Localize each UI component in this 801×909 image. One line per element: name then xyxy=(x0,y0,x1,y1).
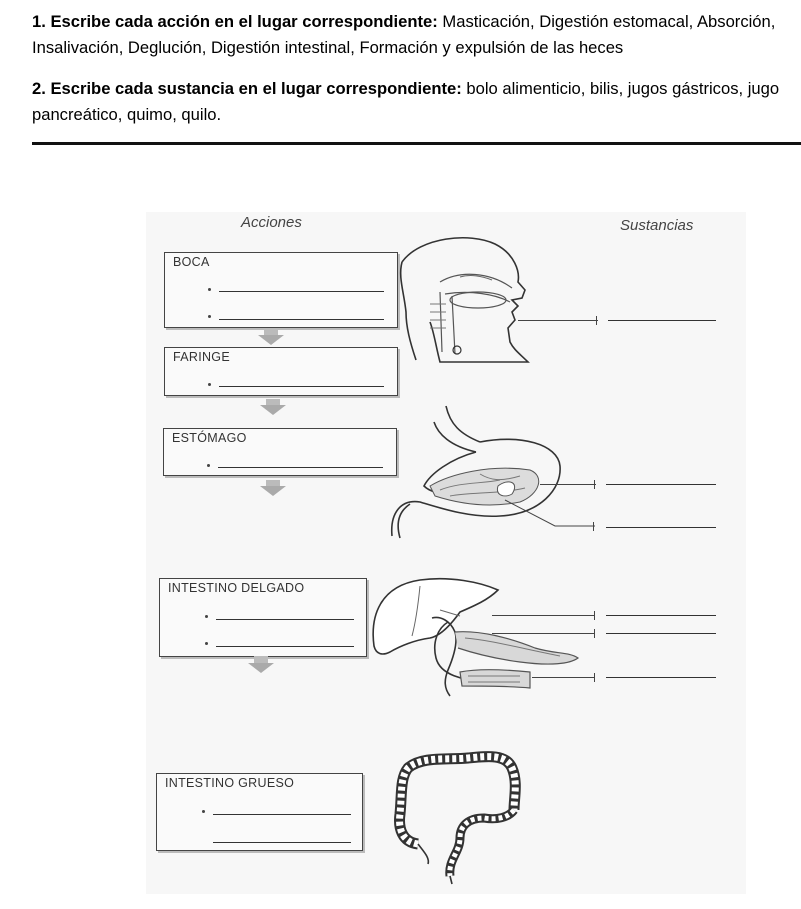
bullet xyxy=(208,315,211,318)
box-estomago-title: ESTÓMAGO xyxy=(172,431,247,445)
sustancia-blank-boca[interactable] xyxy=(608,320,716,321)
accion-blank-intestino-delgado-2[interactable] xyxy=(216,646,354,647)
down-arrow-icon xyxy=(260,405,286,415)
pointer-line xyxy=(518,320,598,321)
box-boca-title: BOCA xyxy=(173,255,210,269)
instruction-2-number: 2. xyxy=(32,79,46,98)
sustancia-blank-intestino-1[interactable] xyxy=(606,615,716,616)
sustancia-blank-estomago-2[interactable] xyxy=(606,527,716,528)
bullet xyxy=(208,288,211,291)
down-arrow-icon xyxy=(260,486,286,496)
instruction-2-heading: Escribe cada sustancia en el lugar correspondiente: xyxy=(50,79,462,98)
pointer-tick xyxy=(596,316,597,325)
accion-blank-intestino-delgado-1[interactable] xyxy=(216,619,354,620)
accion-blank-faringe-1[interactable] xyxy=(219,386,384,387)
box-boca xyxy=(164,252,398,328)
arrow-stem xyxy=(254,656,268,663)
accion-blank-boca-1[interactable] xyxy=(219,291,384,292)
down-arrow-icon xyxy=(258,335,284,345)
instruction-1-number: 1. xyxy=(32,12,46,31)
head-illustration xyxy=(400,232,540,367)
pointer-line xyxy=(532,677,594,678)
accion-blank-intestino-grueso-2[interactable] xyxy=(213,842,351,843)
divider-rule xyxy=(32,142,801,145)
pointer-line-diagonal xyxy=(505,500,600,530)
pointer-tick xyxy=(594,480,595,489)
accion-blank-intestino-grueso-1[interactable] xyxy=(213,814,351,815)
box-intestino-delgado-title: INTESTINO DELGADO xyxy=(168,581,305,595)
pointer-tick xyxy=(593,522,594,531)
bullet xyxy=(205,642,208,645)
bullet xyxy=(202,810,205,813)
instruction-2 xyxy=(32,76,792,128)
box-intestino-delgado xyxy=(159,578,367,657)
accion-blank-estomago-1[interactable] xyxy=(218,467,383,468)
sustancia-blank-estomago-1[interactable] xyxy=(606,484,716,485)
pointer-line xyxy=(492,633,594,634)
down-arrow-icon xyxy=(248,663,274,673)
pointer-line xyxy=(540,484,596,485)
arrow-stem xyxy=(264,328,278,335)
instruction-1-text: Masticación, Digestión estomacal, Absorción, Insalivación, Deglución, Digestión intestinal, Formación y expulsión de las heces xyxy=(32,12,776,57)
sustancia-blank-intestino-2[interactable] xyxy=(606,633,716,634)
liver-pancreas-illustration xyxy=(370,576,585,701)
instruction-1-heading: Escribe cada acción en el lugar correspondiente: xyxy=(50,12,438,31)
pointer-line xyxy=(492,615,594,616)
pointer-tick xyxy=(594,673,595,682)
accion-blank-boca-2[interactable] xyxy=(219,319,384,320)
instruction-1 xyxy=(32,9,792,61)
bullet xyxy=(205,615,208,618)
pointer-tick xyxy=(594,611,595,620)
bullet xyxy=(208,383,211,386)
box-intestino-grueso xyxy=(156,773,363,851)
box-faringe-title: FARINGE xyxy=(173,350,230,364)
acciones-heading: Acciones xyxy=(241,214,302,231)
instruction-2-text: bolo alimenticio, bilis, jugos gástricos, jugo pancreático, quimo, quilo. xyxy=(32,79,780,124)
box-estomago xyxy=(163,428,397,476)
sustancia-blank-intestino-3[interactable] xyxy=(606,677,716,678)
large-intestine-illustration xyxy=(388,748,528,888)
box-intestino-grueso-title: INTESTINO GRUESO xyxy=(165,776,295,790)
pointer-tick xyxy=(594,629,595,638)
box-faringe xyxy=(164,347,398,396)
bullet xyxy=(207,464,210,467)
sustancias-heading: Sustancias xyxy=(620,217,694,234)
